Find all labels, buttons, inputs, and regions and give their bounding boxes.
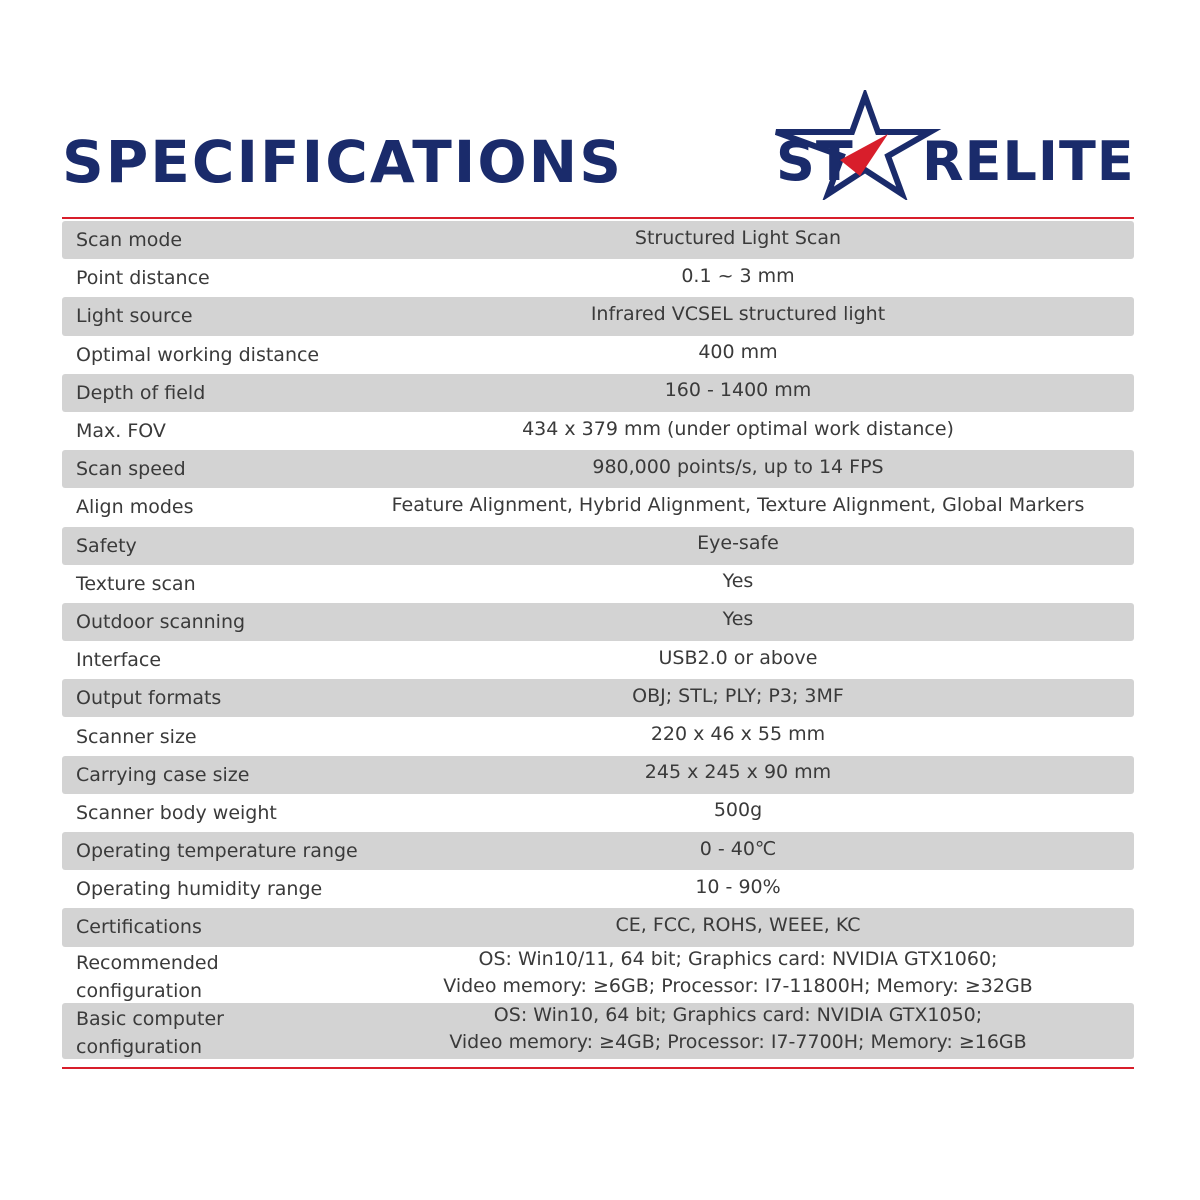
spec-label: Optimal working distance: [76, 343, 320, 366]
spec-label: Point distance: [76, 267, 210, 290]
spec-value: Yes: [722, 570, 754, 593]
spec-table: [62, 221, 1134, 1059]
spec-row: [62, 717, 1134, 755]
spec-value: 220 x 46 x 55 mm: [650, 723, 826, 746]
spec-label: Scan speed: [76, 458, 186, 481]
spec-row: [62, 297, 1134, 335]
spec-label: Output formats: [76, 687, 222, 710]
spec-label: Scanner body weight: [76, 801, 277, 824]
spec-value: Structured Light Scan: [634, 226, 842, 249]
spec-value: 160 - 1400 mm: [664, 379, 812, 402]
spec-value: 980,000 points/s, up to 14 FPS: [592, 455, 884, 478]
spec-row: [62, 603, 1134, 641]
spec-row: [62, 336, 1134, 374]
spec-value: OBJ; STL; PLY; P3; 3MF: [632, 684, 844, 707]
spec-value: Yes: [722, 608, 754, 631]
spec-label: Scanner size: [76, 725, 197, 748]
spec-value: 0 - 40℃: [699, 837, 777, 860]
spec-row: [62, 374, 1134, 412]
spec-label: Operating humidity range: [76, 878, 323, 901]
spec-row: [62, 908, 1134, 946]
spec-value: Eye-safe: [697, 532, 779, 555]
spec-value: OS: Win10/11, 64 bit; Graphics card: NVIDIA GTX1060; Video memory: ≥6GB; Processor: I7-11800H; Memory: ≥32GB: [443, 947, 1033, 997]
spec-row: [62, 756, 1134, 794]
spec-row: [62, 488, 1134, 526]
spec-label: Interface: [76, 649, 162, 672]
spec-value: 500g: [713, 799, 763, 822]
logo-text-st: ST: [776, 130, 854, 193]
bottom-rule: [62, 1067, 1134, 1069]
spec-label: Depth of field: [76, 381, 206, 404]
spec-label: Recommended configuration: [76, 951, 219, 1002]
spec-row: [62, 947, 1134, 1003]
logo-text-relite: RELITE: [922, 130, 1135, 193]
spec-row: [62, 870, 1134, 908]
spec-row: [62, 641, 1134, 679]
spec-label: Basic computer configuration: [76, 1007, 224, 1058]
spec-row: [62, 450, 1134, 488]
page-title: SPECIFICATIONS: [62, 128, 623, 196]
spec-value: CE, FCC, ROHS, WEEE, KC: [615, 913, 861, 936]
spec-value: 434 x 379 mm (under optimal work distance): [522, 417, 954, 440]
spec-value: 10 - 90%: [695, 875, 781, 898]
spec-value: Infrared VCSEL structured light: [590, 302, 886, 325]
starelite-logo: [770, 90, 1135, 200]
spec-label: Operating temperature range: [76, 840, 358, 863]
spec-value: Feature Alignment, Hybrid Alignment, Texture Alignment, Global Markers: [391, 493, 1085, 516]
spec-value: OS: Win10, 64 bit; Graphics card: NVIDIA GTX1050; Video memory: ≥4GB; Processor: I7-7700H; Memory: ≥16GB: [449, 1003, 1027, 1053]
spec-label: Outdoor scanning: [76, 610, 246, 633]
spec-row: [62, 832, 1134, 870]
spec-row: [62, 527, 1134, 565]
spec-value: 0.1 ~ 3 mm: [681, 264, 795, 287]
spec-value: USB2.0 or above: [658, 646, 818, 669]
spec-label: Align modes: [76, 496, 194, 519]
spec-row: [62, 259, 1134, 297]
spec-label: Max. FOV: [76, 420, 166, 443]
spec-label: Carrying case size: [76, 763, 250, 786]
spec-row: [62, 221, 1134, 259]
spec-label: Light source: [76, 305, 193, 328]
spec-row: [62, 679, 1134, 717]
spec-value: 400 mm: [698, 341, 778, 364]
spec-row: [62, 412, 1134, 450]
spec-row: [62, 565, 1134, 603]
spec-label: Safety: [76, 534, 137, 557]
spec-row: [62, 794, 1134, 832]
spec-label: Texture scan: [76, 572, 196, 595]
spec-value: 245 x 245 x 90 mm: [644, 761, 832, 784]
spec-row: [62, 1003, 1134, 1059]
spec-label: Certifications: [76, 916, 202, 939]
spec-label: Scan mode: [76, 229, 183, 252]
